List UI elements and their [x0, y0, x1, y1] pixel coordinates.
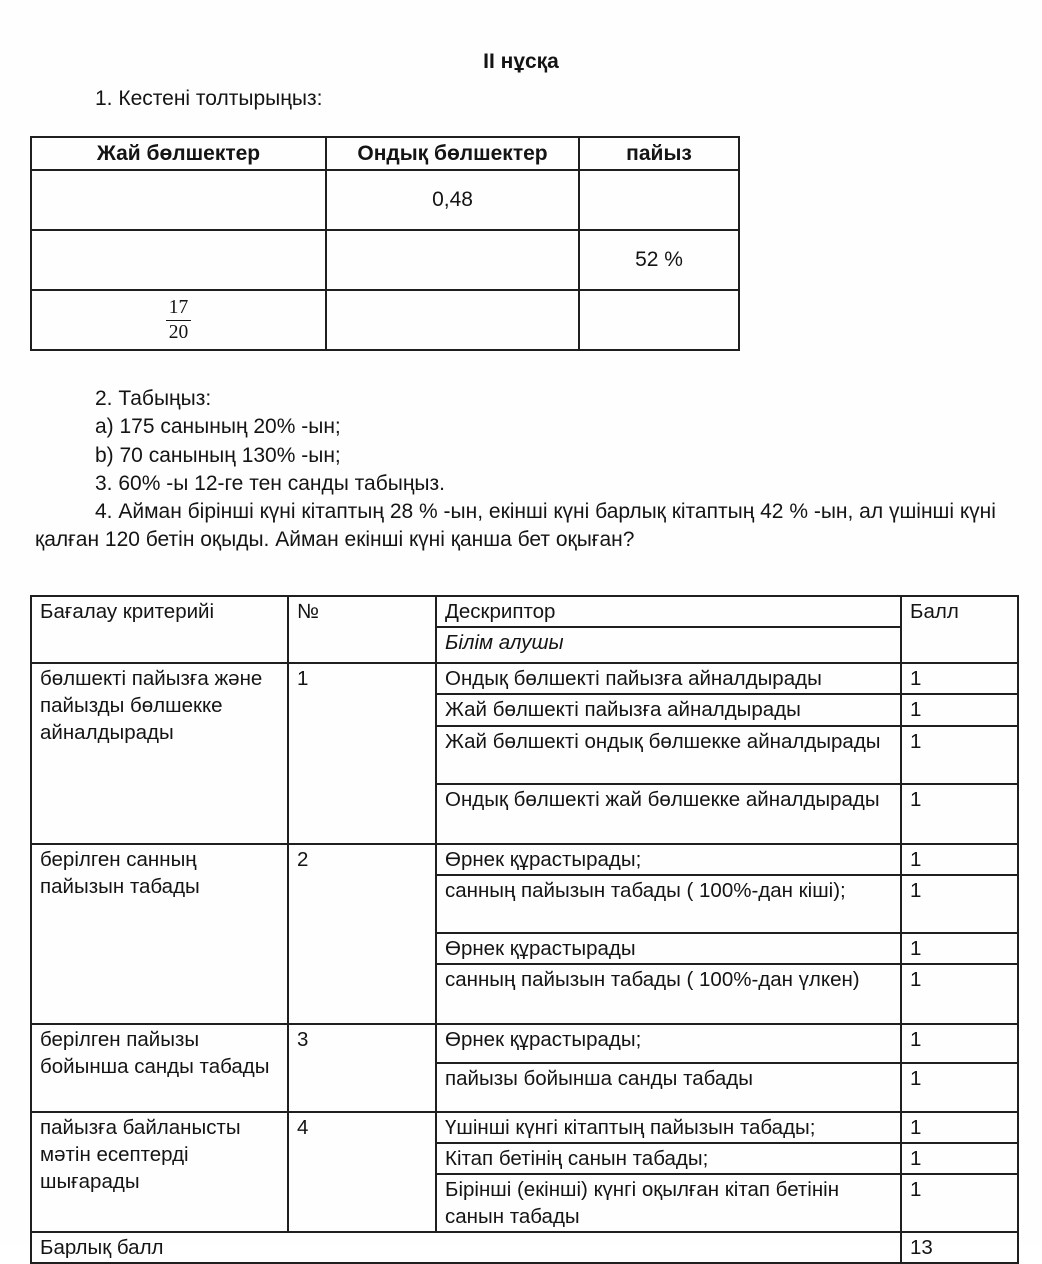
header-score: Балл [901, 596, 1018, 663]
score-cell: 1 [901, 726, 1018, 784]
assessment-criteria-table [30, 595, 1019, 1264]
descriptor-cell: санның пайызын табады ( 100%-дан кіші); [436, 875, 901, 933]
table-row [31, 230, 739, 290]
task-2-label: 2. Табыңыз: [95, 387, 212, 410]
score-cell: 1 [901, 1063, 1018, 1112]
criteria-block4-number: 4 [288, 1112, 436, 1232]
cell-decimal-empty [326, 230, 579, 290]
table-row [31, 290, 739, 350]
subheader-learner: Білім алушы [436, 627, 901, 663]
table-header-row [31, 137, 739, 170]
header-descriptor: Дескриптор [436, 596, 901, 627]
score-cell: 1 [901, 933, 1018, 964]
cell-simple-empty [31, 170, 326, 230]
criteria-row [31, 663, 1018, 694]
fraction-denominator: 20 [168, 321, 189, 343]
cell-simple-fraction [31, 290, 326, 350]
cell-decimal-empty [326, 290, 579, 350]
descriptor-cell: Өрнек құрастырады; [436, 844, 901, 875]
fraction-numerator: 17 [166, 297, 192, 321]
total-score: 13 [901, 1232, 1018, 1263]
total-row [31, 1232, 1018, 1263]
total-label: Барлық балл [31, 1232, 901, 1263]
descriptor-cell: Үшінші күнгі кітаптың пайызын табады; [436, 1112, 901, 1143]
descriptor-cell: Кітап бетінің санын табады; [436, 1143, 901, 1174]
descriptor-cell: Жай бөлшекті ондық бөлшекке айналдырады [436, 726, 901, 784]
score-cell: 1 [901, 964, 1018, 1024]
criteria-block3-number: 3 [288, 1024, 436, 1112]
score-cell: 1 [901, 1143, 1018, 1174]
task-list [35, 385, 1014, 555]
header-decimal-fractions: Ондық бөлшектер [326, 137, 579, 170]
header-criteria: Бағалау критерийі [31, 596, 288, 663]
criteria-row [31, 1112, 1018, 1143]
cell-decimal-value: 0,48 [326, 170, 579, 230]
criteria-header-row [31, 596, 1018, 627]
page-title: II нұсқа [483, 50, 559, 73]
score-cell: 1 [901, 875, 1018, 933]
header-percent: пайыз [579, 137, 739, 170]
score-cell: 1 [901, 663, 1018, 694]
descriptor-cell: Өрнек құрастырады [436, 933, 901, 964]
score-cell: 1 [901, 1174, 1018, 1232]
task1-label: 1. Кестені толтырыңыз: [95, 87, 323, 110]
criteria-block4-text: пайызға байланысты мәтін есептерді шығарады [31, 1112, 288, 1232]
task-3: 3. 60% -ы 12-ге тен санды табыңыз. [95, 471, 445, 495]
descriptor-cell: Өрнек құрастырады; [436, 1024, 901, 1063]
score-cell: 1 [901, 1024, 1018, 1063]
criteria-row [31, 1024, 1018, 1063]
header-number: № [288, 596, 436, 663]
cell-percent-empty [579, 170, 739, 230]
table-row [31, 170, 739, 230]
criteria-block1-number: 1 [288, 663, 436, 844]
header-simple-fractions: Жай бөлшектер [31, 137, 326, 170]
descriptor-cell: Ондық бөлшекті жай бөлшекке айналдырады [436, 784, 901, 844]
criteria-block2-number: 2 [288, 844, 436, 1024]
cell-simple-empty [31, 230, 326, 290]
fraction-17-20 [166, 297, 192, 344]
score-cell: 1 [901, 694, 1018, 726]
criteria-block3-text: берілген пайызы бойынша санды табады [31, 1024, 288, 1112]
cell-percent-value: 52 % [579, 230, 739, 290]
descriptor-cell: Бірінші (екінші) күнгі оқылған кітап бетінін санын табады [436, 1174, 901, 1232]
criteria-row [31, 844, 1018, 875]
descriptor-cell: Жай бөлшекті пайызға айналдырады [436, 694, 901, 726]
criteria-block1-text: бөлшекті пайызға және пайызды бөлшекке айналдырады [31, 663, 288, 844]
fraction-conversion-table [30, 136, 740, 351]
descriptor-cell: пайызы бойынша санды табады [436, 1063, 901, 1112]
task-2b: b) 70 санының 130% -ын; [95, 443, 341, 467]
cell-percent-empty [579, 290, 739, 350]
descriptor-cell: санның пайызын табады ( 100%-дан үлкен) [436, 964, 901, 1024]
score-cell: 1 [901, 1112, 1018, 1143]
descriptor-cell: Ондық бөлшекті пайызға айналдырады [436, 663, 901, 694]
task-4: 4. Айман бірінші күні кітаптың 28 % -ын, екінші күні барлық кітаптың 42 % -ын, ал үшінші күні қалған 120 бетін оқыды. Айман екінші күні қанша бет оқыған? [35, 500, 996, 552]
task-2a: a) 175 санының 20% -ын; [95, 415, 341, 439]
criteria-block2-text: берілген санның пайызын табады [31, 844, 288, 1024]
score-cell: 1 [901, 844, 1018, 875]
score-cell: 1 [901, 784, 1018, 844]
